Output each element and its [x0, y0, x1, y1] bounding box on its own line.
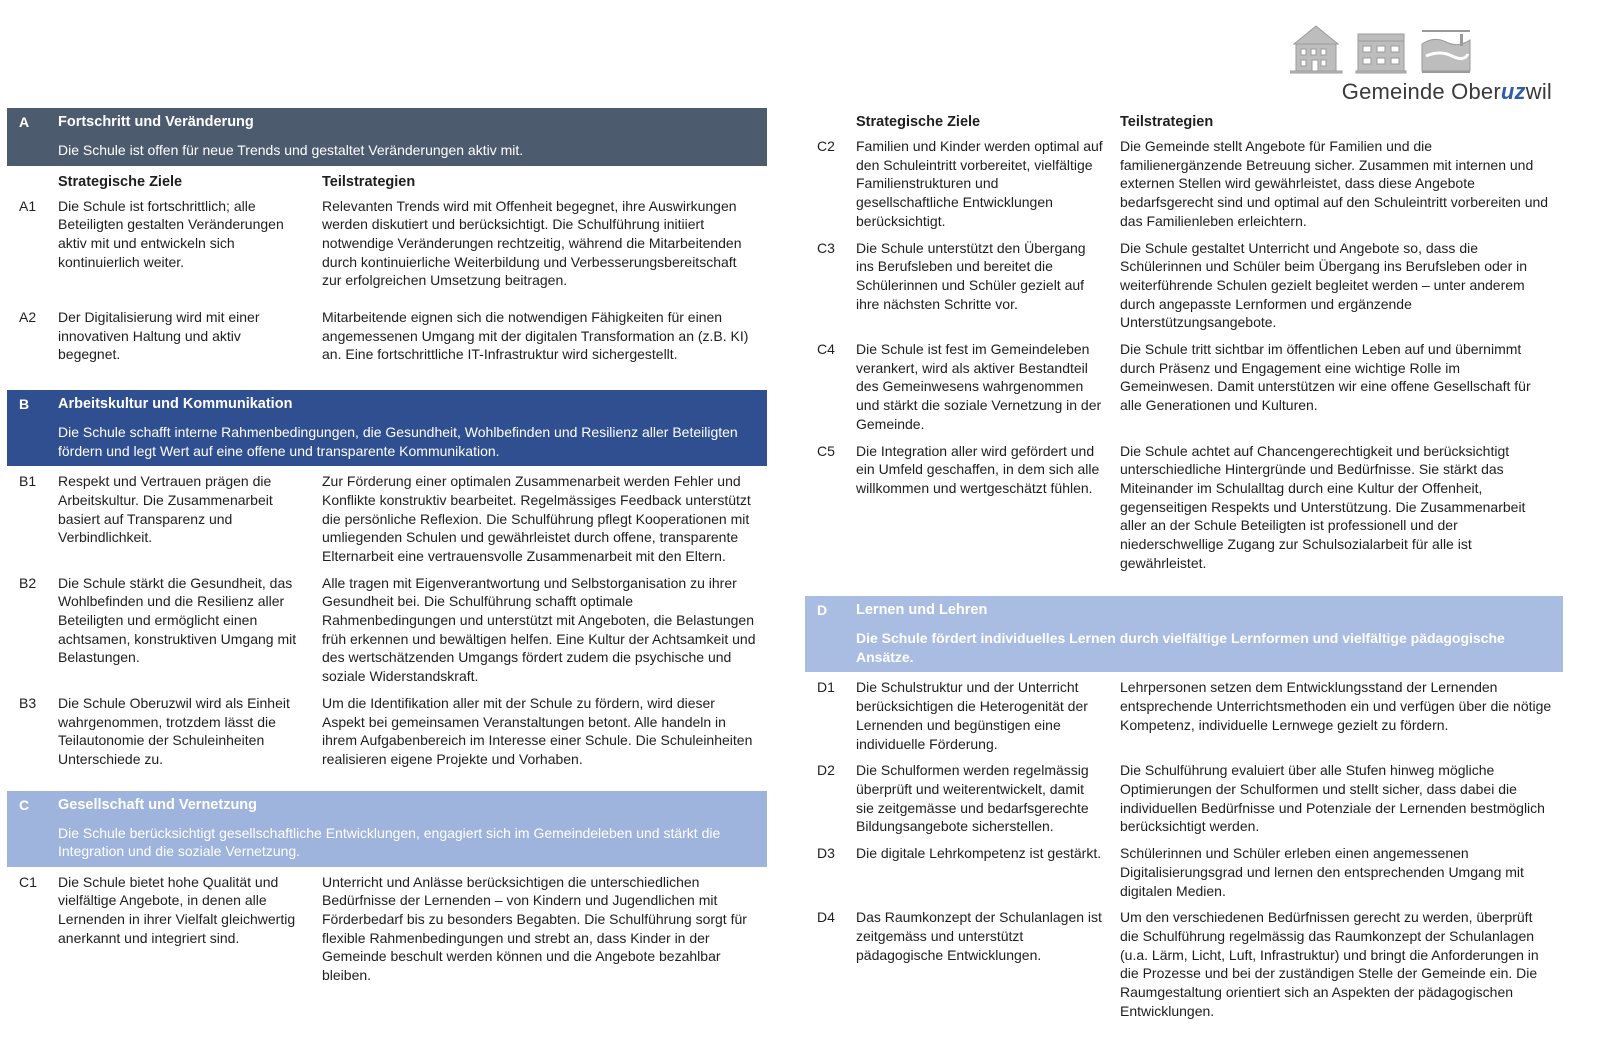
item-strategy: Die Schule gestaltet Unterricht und Angebote so, dass die Schülerinnen und Schüler beim Übergang ins Berufsleben oder in weiterführende Schulen gezielt begleitet werden – unter anderem durch angepasste Lernformen und ergänzende Unterstützungsangebote. [1120, 239, 1528, 331]
section-a-description: Die Schule ist offen für neue Trends und gestaltet Veränderungen aktiv mit. [58, 142, 524, 158]
table-row [7, 694, 767, 769]
table-row [805, 678, 1563, 753]
item-code: C1 [19, 873, 37, 890]
item-strategy: Die Schule tritt sichtbar im öffentlichen Leben auf und übernimmt durch Präsenz und Engagement eine wichtige Rolle im Gemeinwesen. Damit unterstützen wir eine offene Gesellschaft für alle Generationen und Kulturen. [1120, 341, 1531, 414]
item-code: B2 [19, 574, 37, 591]
item-goal: Die Schule Oberuzwil wird als Einheit wahrgenommen, trotzdem lässt die Teilautonomie der Schuleinheiten Unterschiede zu. [58, 694, 290, 767]
item-goal: Die Schule ist fortschrittlich; alle Beteiligten gestalten Veränderungen aktiv mit und entwickeln sich kontinuierlich weiter. [58, 197, 284, 270]
item-strategy: Unterricht und Anlässe berücksichtigen die unterschiedlichen Bedürfnisse der Lernenden – von Kindern und Jugendlichen mit Förderbedarf bis zu besonders Begabten. Die Schulführung sorgt für flexible Rahmenbedingungen und strebt an, dass Kinder in der Gemeinde beschult werden können und die Angebote bezahlbar bleiben. [322, 873, 747, 984]
section-d-rows [805, 672, 1563, 1020]
town-building-icon [1356, 34, 1406, 73]
item-goal: Familien und Kinder werden optimal auf den Schuleintritt vorbereitet, vielfältige Familienstrukturen und gesellschaftliche Entwicklungen berücksichtigt. [856, 138, 1103, 229]
table-row [805, 442, 1563, 573]
municipality-logo [1290, 22, 1552, 104]
table-row [7, 308, 767, 364]
item-goal: Die Schulformen werden regelmässig überprüft und weiterentwickelt, damit sie zeitgemässe und bedarfsgerechte Bildungsangebote sicherstellen. [856, 762, 1089, 835]
item-code: A2 [19, 309, 37, 326]
table-row [805, 844, 1563, 900]
table-row [805, 239, 1563, 333]
item-code: C3 [817, 239, 835, 256]
section-d-letter: D [817, 602, 828, 619]
section-d-header [805, 596, 1563, 672]
item-strategy: Um die Identifikation aller mit der Schule zu fördern, wird dieser Aspekt bei gemeinsamen Veranstaltungen betont. Alle handeln in ihrem Aufgabenbereich im Interesse einer Schule. Die Schuleinheiten realisieren eigene Projekte und Vorhaben. [322, 694, 753, 767]
section-a-rows [7, 197, 767, 365]
landscape-river-icon [1422, 30, 1470, 73]
column-head-goals: Strategische Ziele [856, 114, 981, 130]
section-b-header [7, 390, 767, 466]
column-head-goals: Strategische Ziele [58, 173, 183, 190]
section-c-description: Die Schule berücksichtigt gesellschaftliche Entwicklungen, engagiert sich im Gemeindeleben und stärkt die Integration und die soziale Vernetzung. [58, 824, 721, 860]
item-strategy: Um den verschiedenen Bedürfnissen gerecht zu werden, überprüft die Schulführung regelmässig das Raumkonzept der Schulanlagen (u.a. Lärm, Licht, Luft, Infrastruktur) und bringt die Anforderungen in die Prozesse und bei der zuständigen Stelle der Gemeinde ein. Die Raumgestaltung orientiert sich an Aspekten der pädagogischen Entwicklungen. [1120, 909, 1539, 1019]
item-strategy: Mitarbeitende eignen sich die notwendigen Fähigkeiten für einen angemessenen Umgang mit der digitalen Transformation an (z.B. KI) an. Eine fortschrittliche IT-Infrastruktur wird sichergestellt. [322, 309, 749, 363]
item-goal: Die digitale Lehrkompetenz ist gestärkt. [856, 845, 1102, 862]
section-c-title: Gesellschaft und Vernetzung [58, 796, 258, 813]
item-code: D2 [817, 762, 835, 779]
item-code: D4 [817, 909, 835, 926]
section-c-letter: C [19, 796, 30, 813]
item-goal: Das Raumkonzept der Schulanlagen ist zeitgemäss und unterstützt pädagogische Entwicklungen. [856, 909, 1102, 963]
logo-text-brand: uz [1500, 79, 1526, 104]
item-goal: Die Schule bietet hohe Qualität und vielfältige Angebote, in denen alle Lernenden in ihrer Vielfalt gleichwertig anerkannt und integriert sind. [58, 873, 296, 946]
item-goal: Die Schulstruktur und der Unterricht berücksichtigen die Heterogenität der Lernenden und begünstigen eine individuelle Förderung. [856, 679, 1088, 752]
logo-pictograms [1290, 22, 1552, 78]
table-row [805, 908, 1563, 1020]
section-d-description: Die Schule fördert individuelles Lernen durch vielfältige Lernformen und vielfältige pädagogische Ansätze. [856, 630, 1505, 665]
section-a-column-heads [7, 166, 767, 197]
table-row [7, 574, 767, 686]
section-b-description: Die Schule schafft interne Rahmenbedingungen, die Gesundheit, Wohlbefinden und Resilienz aller Beteiligten fördern und legt Wert auf eine offene und transparente Kommunikation. [58, 424, 738, 459]
left-column [7, 108, 767, 985]
item-code: D1 [817, 679, 835, 696]
section-c-header [7, 791, 767, 867]
logo-wordmark [1342, 80, 1552, 104]
item-strategy: Die Gemeinde stellt Angebote für Familien und die familienergänzende Betreuung sicher. Zusammen mit internen und externen Stellen wird gewährleistet, dass diese Angebote bedarfsgerecht sind und optimal auf den Schuleintritt vorbereiten und das Familienleben erleichtern. [1120, 138, 1549, 229]
table-row [805, 340, 1563, 434]
item-code: C4 [817, 341, 835, 358]
item-strategy: Relevanten Trends wird mit Offenheit begegnet, ihre Auswirkungen werden diskutiert und berücksichtigt. Die Schulführung initiiert notwendige Veränderungen rechtzeitig, während die Mitarbeitenden durch kontinuierliche Weiterbildung und Verbesserungsbereitschaft zur erfolgreichen Umsetzung beitragen. [322, 197, 742, 289]
school-building-icon [1290, 26, 1342, 73]
item-strategy: Die Schule achtet auf Chancengerechtigkeit und berücksichtigt unterschiedliche Hintergründe und Bedürfnisse. Sie stärkt das Miteinander im Schulalltag durch eine Kultur der Offenheit, gegenseitigen Respekts und Unterstützung. Die Zusammenarbeit aller an der Schule Beteiligten ist professionell und der niederschwellige Zugang zur Schulsozialarbeit für alle ist gewährleistet. [1120, 442, 1526, 571]
item-goal: Die Schule ist fest im Gemeindeleben verankert, wird als aktiver Bestandteil des Gemeinwesens wahrgenommen und stärkt die soziale Vernetzung in der Gemeinde. [856, 341, 1102, 432]
item-strategy: Die Schulführung evaluiert über alle Stufen hinweg mögliche Optimierungen der Schulformen und stellt sicher, dass dabei die individuellen Bedürfnisse und Potenziale der Lernenden bestmöglich berücksichtigt werden. [1120, 762, 1545, 835]
section-c-rows-right [805, 137, 1563, 572]
item-strategy: Schülerinnen und Schüler erleben einen angemessenen Digitalisierungsgrad und lernen den entsprechenden Umgang mit digitalen Medien. [1120, 845, 1524, 899]
item-strategy: Lehrpersonen setzen dem Entwicklungsstand der Lernenden entsprechende Unterrichtsmethoden ein und verfügen über die nötige Kompetenz, individuelle Lernwege gezielt zu fördern. [1120, 679, 1552, 733]
right-column [805, 108, 1563, 1020]
section-d-title: Lernen und Lehren [856, 602, 988, 619]
item-goal: Die Schule stärkt die Gesundheit, das Wohlbefinden und die Resilienz aller Beteiligten und ermöglicht einen achtsamen, konstruktiven Umgang mit Belastungen. [58, 574, 297, 666]
item-code: B1 [19, 473, 37, 490]
logo-text-prefix: Gemeinde Ober [1341, 79, 1501, 104]
table-row [805, 137, 1563, 231]
column-head-strategies: Teilstrategien [1120, 114, 1214, 130]
item-strategy: Zur Förderung einer optimalen Zusammenarbeit werden Fehler und Konflikte konstruktiv bearbeitet. Regelmässiges Feedback unterstützt die persönliche Reflexion. Die Schulführung pflegt Kooperationen mit umliegenden Schulen und gewährleistet durch offene, transparente Elternarbeit eine vertrauensvolle Zusammenarbeit mit den Eltern. [322, 473, 751, 564]
section-c-column-heads [805, 108, 1563, 137]
section-a-letter: A [19, 114, 30, 130]
section-b-title: Arbeitskultur und Kommunikation [58, 396, 293, 413]
section-a-header [7, 108, 767, 166]
section-c-rows-left [7, 867, 767, 985]
table-row [7, 197, 767, 291]
item-goal: Der Digitalisierung wird mit einer innovativen Haltung und aktiv begegnet. [58, 309, 260, 363]
item-code: C2 [817, 138, 835, 154]
table-row [7, 873, 767, 985]
item-goal: Respekt und Vertrauen prägen die Arbeitskultur. Die Zusammenarbeit basiert auf Transparenz und Verbindlichkeit. [58, 473, 273, 546]
section-a-title: Fortschritt und Veränderung [58, 114, 254, 130]
item-strategy: Alle tragen mit Eigenverantwortung und Selbstorganisation zu ihrer Gesundheit bei. Die Schulführung schafft optimale Rahmenbedingungen und unterstützt mit Angeboten, die Belastungen früh erkennen und bewältigen helfen. Eine Kultur der Achtsamkeit und des wertschätzenden Umgangs fördert zudem die psychische und soziale Widerstandskraft. [322, 574, 756, 685]
item-code: C5 [817, 442, 835, 459]
item-code: A1 [19, 197, 37, 214]
item-goal: Die Integration aller wird gefördert und ein Umfeld geschaffen, in dem sich alle willkommen und wertgeschätzt fühlen. [856, 442, 1100, 496]
item-code: D3 [817, 845, 835, 862]
table-row [7, 472, 767, 566]
item-code: B3 [19, 694, 37, 711]
section-b-letter: B [19, 396, 30, 413]
item-goal: Die Schule unterstützt den Übergang ins Berufsleben und bereitet die Schülerinnen und Schüler gezielt auf ihre nächsten Schritte vor. [856, 239, 1086, 312]
logo-text-suffix: wil [1525, 79, 1552, 104]
section-b-rows [7, 466, 767, 769]
table-row [805, 761, 1563, 836]
column-head-strategies: Teilstrategien [322, 173, 416, 190]
